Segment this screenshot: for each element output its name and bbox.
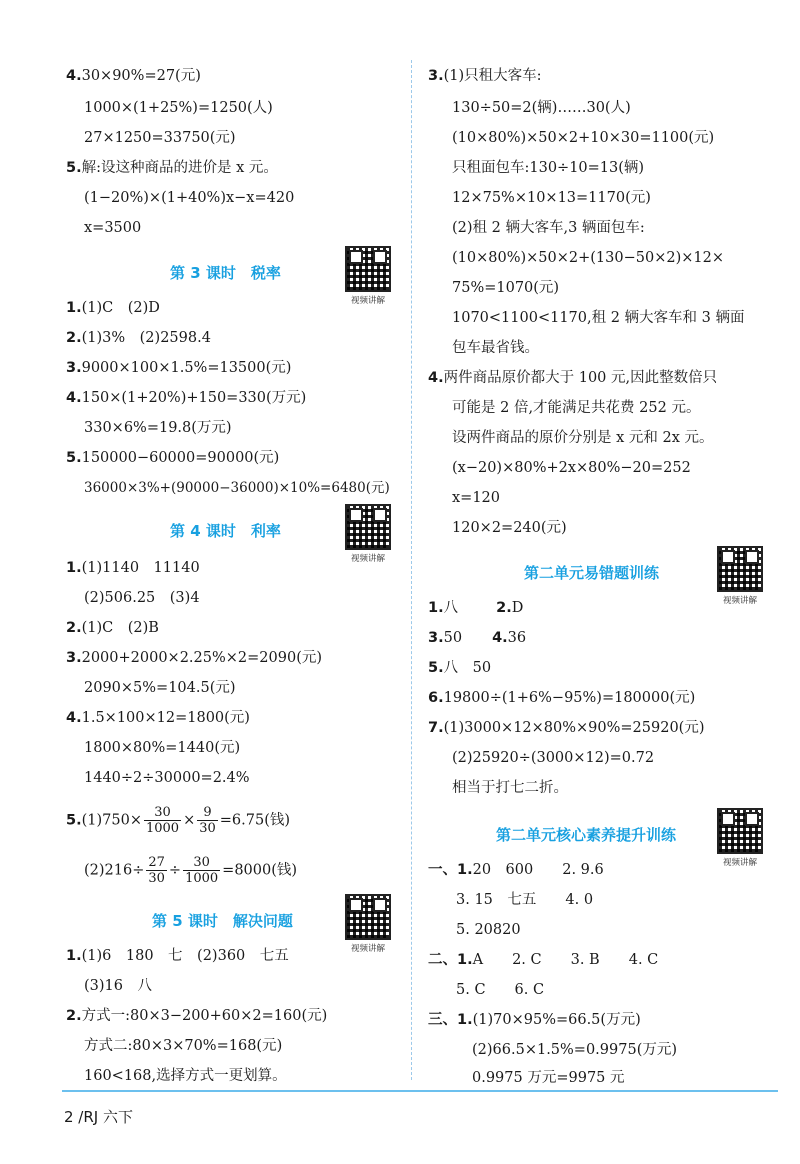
answer-line: 2.方式一:80×3−200+60×2=160(元) (66, 1008, 328, 1024)
answer-line: 1.(1)C (2)D (66, 300, 160, 316)
answer-line-fraction: 5.(1)750× $\frac{30}{1000}$ × $\frac{9}{30}$ =6.75(钱) (66, 805, 291, 836)
column-divider (411, 60, 412, 1080)
section-title-unit2-core: 第二单元核心素养提升训练 (496, 826, 677, 844)
answer-line: (10×80%)×50×2+10×30=1100(元) (452, 130, 715, 146)
answer-line: 1000×(1+25%)=1250(人) (84, 100, 273, 116)
answer-line: 0.9975 万元=9975 元 (472, 1070, 625, 1086)
fraction: $\frac{30}{1000}$ (185, 855, 219, 886)
answer-line: 设两件商品的原价分别是 x 元和 2x 元。 (452, 430, 714, 446)
answer-line: 5. C 6. C (456, 982, 545, 998)
answer-line: (3)16 八 (84, 978, 152, 994)
answer-line: 包车最省钱。 (452, 340, 539, 356)
qr-icon (345, 246, 391, 292)
answer-line: 1800×80%=1440(元) (84, 740, 241, 756)
answer-line: 5.解:设这种商品的进价是 x 元。 (66, 160, 278, 176)
answer-line: 1.(1)1140 11140 (66, 560, 200, 576)
fraction: $\frac{27}{30}$ (148, 855, 165, 886)
answer-line: 130÷50=2(辆)……30(人) (452, 100, 631, 116)
answer-line: (2)25920÷(3000×12)=0.72 (452, 750, 655, 766)
qr-code[interactable]: 视频讲解 (340, 504, 396, 564)
answer-line: 只租面包车:130÷10=13(辆) (452, 160, 645, 176)
answer-line: x=120 (452, 490, 501, 506)
qr-icon (345, 894, 391, 940)
section-title-lesson4: 第 4 课时 利率 (170, 522, 281, 540)
answer-line: 36000×3%+(90000−36000)×10%=6480(元) (84, 480, 390, 496)
answer-line: (10×80%)×50×2+(130−50×2)×12× (452, 250, 724, 266)
section-title-lesson5: 第 5 课时 解决问题 (152, 912, 293, 930)
answer-line: 5.150000−60000=90000(元) (66, 450, 280, 466)
answer-line: 160<168,选择方式一更划算。 (84, 1068, 287, 1084)
answer-line: 3.50 4.36 (428, 630, 527, 646)
answer-line: 5. 20820 (456, 922, 521, 938)
qr-icon (717, 808, 763, 854)
qr-icon (717, 546, 763, 592)
answer-line: 三、1.(1)70×95%=66.5(万元) (428, 1012, 641, 1028)
answer-line: (2)66.5×1.5%=0.9975(万元) (472, 1042, 678, 1058)
fraction: $\frac{9}{30}$ (199, 805, 216, 836)
answer-line: (2)506.25 (3)4 (84, 590, 200, 606)
qr-code[interactable]: 视频讲解 (712, 546, 768, 606)
answer-line: 1.八 2.D (428, 600, 524, 616)
answer-line: (1−20%)×(1+40%)x−x=420 (84, 190, 295, 206)
page-footer: 2 /RJ 六下 (64, 1108, 133, 1126)
answer-line: 4.1.5×100×12=1800(元) (66, 710, 250, 726)
answer-line: x=3500 (84, 220, 142, 236)
qr-code[interactable]: 视频讲解 (340, 246, 396, 306)
answer-line: 120×2=240(元) (452, 520, 567, 536)
footer-rule (62, 1090, 778, 1092)
answer-line-fraction: (2)216÷ $\frac{27}{30}$ ÷ $\frac{30}{1000}$ =8000(钱) (84, 855, 298, 886)
answer-line: 2.(1)C (2)B (66, 620, 159, 636)
qr-icon (345, 504, 391, 550)
qr-code[interactable]: 视频讲解 (340, 894, 396, 954)
answer-line: (x−20)×80%+2x×80%−20=252 (452, 460, 691, 476)
answer-line: 330×6%=19.8(万元) (84, 420, 232, 436)
answer-line: 1440÷2÷30000=2.4% (84, 770, 250, 786)
answer-line: 4.30×90%=27(元) (66, 68, 201, 84)
answer-line: 相当于打七二折。 (452, 780, 568, 796)
answer-line: 7.(1)3000×12×80%×90%=25920(元) (428, 720, 705, 736)
answer-line: 2.(1)3% (2)2598.4 (66, 330, 211, 346)
answer-line: 2090×5%=104.5(元) (84, 680, 236, 696)
fraction: $\frac{30}{1000}$ (145, 805, 180, 836)
answer-line: 6.19800÷(1+6%−95%)=180000(元) (428, 690, 696, 706)
answer-line: 3.2000+2000×2.25%×2=2090(元) (66, 650, 323, 666)
answer-line: 3. 15 七五 4. 0 (456, 892, 594, 908)
section-title-unit2-errors: 第二单元易错题训练 (524, 564, 660, 582)
answer-line: 可能是 2 倍,才能满足共花费 252 元。 (452, 400, 701, 416)
answer-line: 方式二:80×3×70%=168(元) (84, 1038, 283, 1054)
answer-line: 1070<1100<1170,租 2 辆大客车和 3 辆面 (452, 310, 745, 326)
answer-line: 12×75%×10×13=1170(元) (452, 190, 651, 206)
answer-line: 二、1.A 2. C 3. B 4. C (428, 952, 659, 968)
answer-line: 4.两件商品原价都大于 100 元,因此整数倍只 (428, 370, 718, 386)
answer-line: 3.(1)只租大客车: (428, 68, 542, 84)
answer-line: (2)租 2 辆大客车,3 辆面包车: (452, 220, 645, 236)
answer-line: 75%=1070(元) (452, 280, 560, 296)
answer-line: 1.(1)6 180 七 (2)360 七五 (66, 948, 289, 964)
section-title-lesson3: 第 3 课时 税率 (170, 264, 281, 282)
answer-line: 一、1.20 600 2. 9.6 (428, 862, 604, 878)
answer-line: 27×1250=33750(元) (84, 130, 236, 146)
answer-line: 4.150×(1+20%)+150=330(万元) (66, 390, 307, 406)
answer-line: 3.9000×100×1.5%=13500(元) (66, 360, 292, 376)
answer-line: 5.八 50 (428, 660, 492, 676)
qr-code[interactable]: 视频讲解 (712, 808, 768, 868)
